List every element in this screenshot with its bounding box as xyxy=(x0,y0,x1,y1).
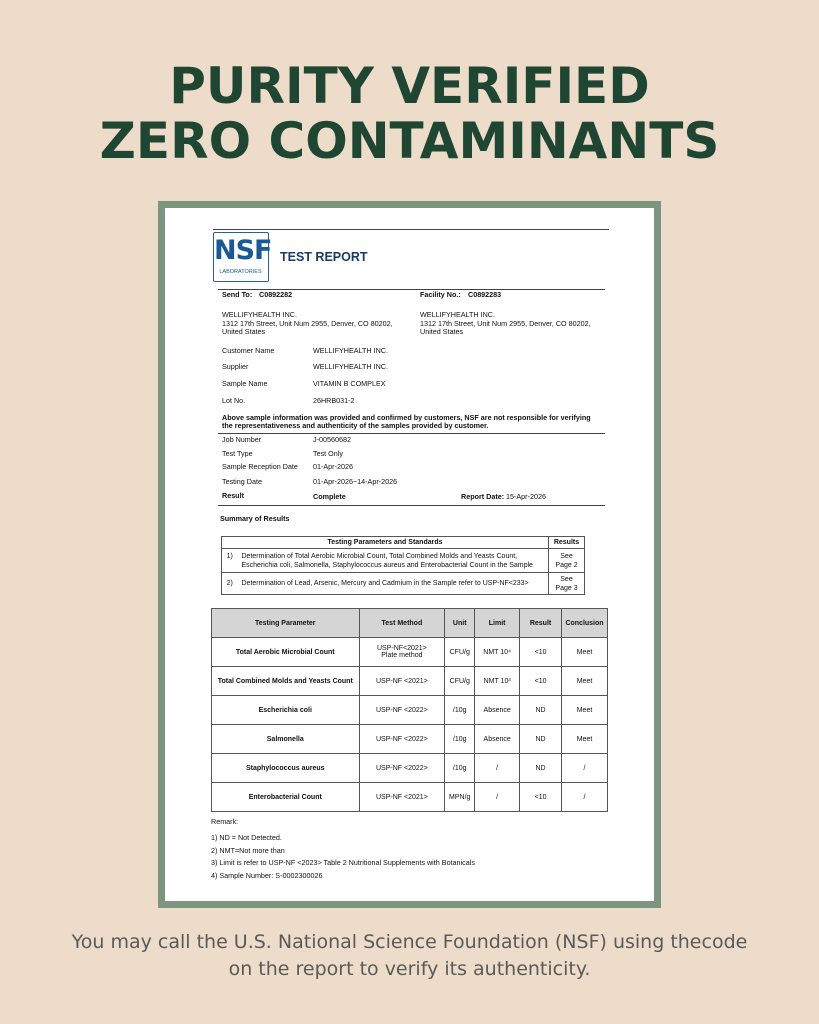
results-header-method: Test Method xyxy=(359,609,445,638)
address-left-name: WELLIFYHEALTH INC. xyxy=(222,310,297,319)
testing-date-value: 01-Apr-2026~14-Apr-2026 xyxy=(313,477,398,486)
results-cell-method-line2: Plate method xyxy=(381,652,423,659)
results-cell-unit: CFU/g xyxy=(445,667,475,696)
remark-item: 1) ND = Not Detected. xyxy=(211,833,282,842)
results-cell-method: USP-NF <2022> xyxy=(359,696,445,725)
results-cell-result: ND xyxy=(520,725,562,754)
disclaimer-rule xyxy=(218,433,605,434)
test-type-value: Test Only xyxy=(313,449,343,458)
summary-header-row xyxy=(222,537,585,549)
results-row xyxy=(212,696,608,725)
results-cell-conclusion: Meet xyxy=(562,696,608,725)
summary-row-result xyxy=(549,549,585,573)
remark-item: 4) Sample Number: S-0002300026 xyxy=(211,871,323,880)
summary-row-text-line1: Determination of Total Aerobic Microbial Count, Total Combined Molds and Yeasts Count, xyxy=(241,552,518,560)
results-cell-parameter: Escherichia coli xyxy=(212,696,360,725)
job-number-value: J-00560682 xyxy=(313,435,351,444)
summary-title: Summary of Results xyxy=(220,514,290,523)
results-cell-method: USP-NF <2022> xyxy=(359,754,445,783)
results-cell-method: USP-NF <2021> xyxy=(359,667,445,696)
address-right-line2: United States xyxy=(420,327,464,336)
remark-title: Remark: xyxy=(211,817,239,826)
report-title: TEST REPORT xyxy=(280,250,368,264)
verification-caption xyxy=(0,929,819,983)
summary-header-results: Results xyxy=(549,537,585,549)
test-type-label: Test Type xyxy=(222,449,253,458)
summary-row-result-line1: See xyxy=(560,552,573,560)
results-row xyxy=(212,754,608,783)
results-cell-unit: /10g xyxy=(445,754,475,783)
results-cell-result: <10 xyxy=(520,667,562,696)
results-cell-method: USP-NF <2021> xyxy=(359,783,445,812)
sample-name-label: Sample Name xyxy=(222,379,268,388)
facility-value: C0892283 xyxy=(468,290,502,299)
summary-row-result-line2: Page 2 xyxy=(555,561,578,569)
results-cell-method xyxy=(359,638,445,667)
address-right-line1: 1312 17th Street, Unit Num 2955, Denver, CO 80202, xyxy=(420,319,591,328)
results-cell-unit: /10g xyxy=(445,725,475,754)
results-header-row xyxy=(212,609,608,638)
verification-caption-line2: on the report to verify its authenticity. xyxy=(228,958,591,980)
result-rule xyxy=(218,505,605,506)
results-cell-limit: NMT 10³ xyxy=(475,667,520,696)
summary-row-result-line2: Page 3 xyxy=(555,584,578,592)
headline-line-2: ZERO CONTAMINANTS xyxy=(99,112,720,170)
results-header-result: Result xyxy=(520,609,562,638)
results-cell-result: ND xyxy=(520,696,562,725)
results-cell-result: <10 xyxy=(520,638,562,667)
headline-line-1: PURITY VERIFIED xyxy=(169,57,650,115)
lot-label: Lot No. xyxy=(222,396,246,405)
results-cell-result: ND xyxy=(520,754,562,783)
report-date-value: 15-Apr-2026 xyxy=(506,492,546,501)
lot-value: 26HRB031-2 xyxy=(313,396,355,405)
summary-row xyxy=(222,573,585,595)
facility-label: Facility No.: xyxy=(420,290,461,299)
results-cell-method-line1: USP-NF<2021> xyxy=(376,645,427,652)
customer-name-label: Customer Name xyxy=(222,346,275,355)
results-row xyxy=(212,638,608,667)
disclaimer-line1: Above sample information was provided and confirmed by customers, NSF are not responsible for verifying xyxy=(222,413,591,422)
remark-item: 2) NMT=Not more than xyxy=(211,846,285,855)
results-cell-parameter: Staphylococcus aureus xyxy=(212,754,360,783)
results-cell-conclusion: Meet xyxy=(562,725,608,754)
nsf-logo xyxy=(213,232,272,282)
report-date-label: Report Date: xyxy=(461,492,505,501)
summary-header-params: Testing Parameters and Standards xyxy=(222,537,549,549)
reception-date-value: 01-Apr-2026 xyxy=(313,462,353,471)
results-cell-parameter: Enterobacterial Count xyxy=(212,783,360,812)
summary-row-text-line1: Determination of Lead, Arsenic, Mercury and Cadmium in the Sample refer to USP-NF<233> xyxy=(241,580,529,587)
summary-table xyxy=(221,536,585,595)
supplier-value: WELLIFYHEALTH INC. xyxy=(313,362,388,371)
results-cell-conclusion: Meet xyxy=(562,638,608,667)
result-label: Result xyxy=(222,491,244,500)
results-cell-limit: / xyxy=(475,783,520,812)
disclaimer-line2: the representativeness and authenticity of the samples provided by customer. xyxy=(222,421,489,430)
results-cell-conclusion: Meet xyxy=(562,667,608,696)
results-header-unit: Unit xyxy=(445,609,475,638)
summary-row-text xyxy=(238,549,549,573)
top-rule xyxy=(213,229,609,230)
send-to-value: C0892282 xyxy=(259,290,293,299)
summary-row-number: 1) xyxy=(222,549,238,573)
nsf-logo-text: NSF xyxy=(214,235,272,266)
results-cell-limit: Absence xyxy=(475,725,520,754)
results-table xyxy=(211,608,608,812)
address-left-line1: 1312 17th Street, Unit Num 2955, Denver, CO 80202, xyxy=(222,319,393,328)
results-cell-parameter: Salmonella xyxy=(212,725,360,754)
address-right-name: WELLIFYHEALTH INC. xyxy=(420,310,495,319)
summary-row-number: 2) xyxy=(222,573,238,595)
results-cell-limit: / xyxy=(475,754,520,783)
job-number-label: Job Number xyxy=(222,435,262,444)
results-cell-method: USP-NF <2022> xyxy=(359,725,445,754)
summary-row-text-line2: Escherichia coli, Salmonella, Staphylococcus aureus and Enterobacterial Count in the Sample xyxy=(241,561,533,569)
reception-date-label: Sample Reception Date xyxy=(222,462,298,471)
summary-row-result xyxy=(549,573,585,595)
results-cell-parameter: Total Aerobic Microbial Count xyxy=(212,638,360,667)
results-cell-limit: Absence xyxy=(475,696,520,725)
results-row xyxy=(212,725,608,754)
results-header-parameter: Testing Parameter xyxy=(212,609,360,638)
result-value: Complete xyxy=(313,492,346,501)
supplier-label: Supplier xyxy=(222,362,249,371)
sample-name-value: VITAMIN B COMPLEX xyxy=(313,379,386,388)
results-cell-unit: CFU/g xyxy=(445,638,475,667)
results-header-limit: Limit xyxy=(475,609,520,638)
summary-row-result-line1: See xyxy=(560,575,573,583)
results-cell-conclusion: / xyxy=(562,754,608,783)
summary-row-text xyxy=(238,573,549,595)
results-cell-unit: MPN/g xyxy=(445,783,475,812)
results-header-conclusion: Conclusion xyxy=(562,609,608,638)
nsf-logo-subtext: LABORATORIES xyxy=(219,269,262,275)
results-row xyxy=(212,783,608,812)
results-cell-limit: NMT 10⁴ xyxy=(475,638,520,667)
address-left-line2: United States xyxy=(222,327,266,336)
remark-item: 3) Limit is refer to USP-NF <2023> Table 2 Nutritional Supplements with Botanicals xyxy=(211,858,475,867)
customer-name-value: WELLIFYHEALTH INC. xyxy=(313,346,388,355)
results-row xyxy=(212,667,608,696)
results-cell-conclusion: / xyxy=(562,783,608,812)
summary-row xyxy=(222,549,585,573)
results-cell-parameter: Total Combined Molds and Yeasts Count xyxy=(212,667,360,696)
results-cell-unit: /10g xyxy=(445,696,475,725)
results-cell-result: <10 xyxy=(520,783,562,812)
testing-date-label: Testing Date xyxy=(222,477,262,486)
send-to-label: Send To: xyxy=(222,290,253,299)
verification-caption-line1: You may call the U.S. National Science Foundation (NSF) using thecode xyxy=(71,931,748,953)
